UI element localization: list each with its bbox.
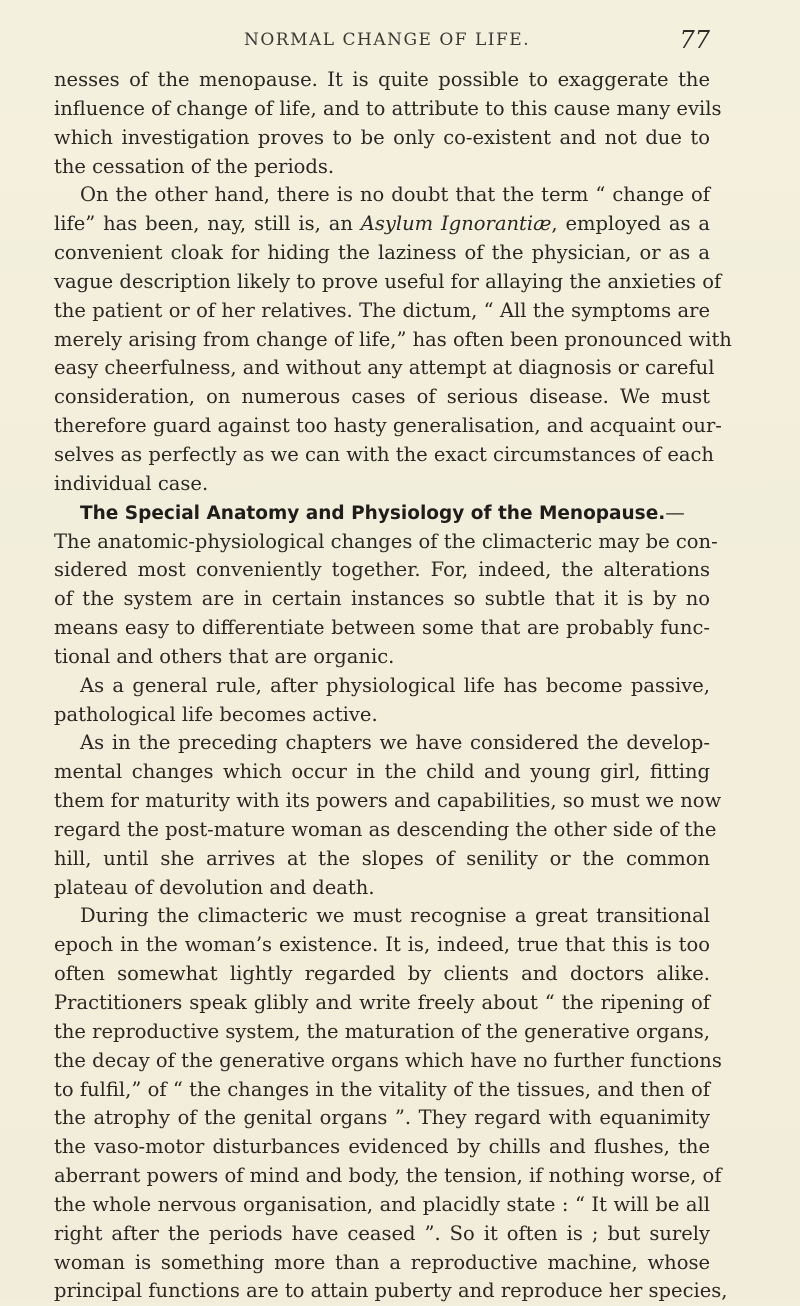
text-line: As in the preceding chapters we have considered the develop- bbox=[80, 731, 710, 755]
text-line: The anatomic-physiological changes of the climacteric may be con- bbox=[54, 529, 718, 553]
text-line: consideration, on numerous cases of serious disease. We must bbox=[54, 385, 710, 409]
text-line: woman is something more than a reproductive machine, whose bbox=[54, 1250, 710, 1274]
text-line: During the climacteric we must recognise a great transitional bbox=[80, 904, 710, 928]
text-line: the patient or of her relatives. The dictum, “ All the symptoms are bbox=[54, 298, 710, 322]
text-line: influence of change of life, and to attribute to this cause many evils bbox=[54, 96, 722, 120]
text-run: life” has been, nay, still is, an bbox=[54, 212, 361, 236]
text-line: therefore guard against too hasty generalisation, and acquaint our- bbox=[54, 414, 722, 438]
text-line: to fulfil,” of “ the changes in the vitality of the tissues, and then of bbox=[54, 1077, 710, 1101]
text-line: On the other hand, there is no doubt that the term “ change of bbox=[80, 183, 710, 207]
section-heading-line bbox=[54, 499, 710, 528]
text-line: plateau of devolution and death. bbox=[54, 875, 375, 899]
section-heading: The Special Anatomy and Physiology of the Menopause. bbox=[80, 502, 666, 524]
text-line: As a general rule, after physiological life has become passive, bbox=[80, 673, 710, 697]
page-number: 77 bbox=[679, 26, 710, 54]
text-line: them for maturity with its powers and capabilities, so must we now bbox=[54, 789, 722, 813]
running-title: NORMAL CHANGE OF LIFE. bbox=[244, 30, 531, 50]
text-run: , employed as a bbox=[551, 212, 711, 236]
text-line: merely arising from change of life,” has often been pronounced with bbox=[54, 327, 732, 351]
text-line: vague description likely to prove useful for allaying the anxieties of bbox=[54, 269, 722, 293]
text-line: the cessation of the periods. bbox=[54, 154, 335, 178]
text-line: aberrant powers of mind and body, the tension, if nothing worse, of bbox=[54, 1164, 722, 1188]
text-line: selves as perfectly as we can with the exact circumstances of each bbox=[54, 442, 714, 466]
text-line: regard the post-mature woman as descending the other side of the bbox=[54, 817, 717, 841]
text-line bbox=[54, 210, 710, 239]
text-line: the atrophy of the genital organs ”. They regard with equanimity bbox=[54, 1106, 710, 1130]
text-line: means easy to differentiate between some that are probably func- bbox=[54, 616, 710, 640]
text-line: often somewhat lightly regarded by clients and doctors alike. bbox=[54, 962, 710, 986]
latin-phrase: Asylum Ignorantiæ bbox=[360, 212, 552, 236]
text-line: which investigation proves to be only co-existent and not due to bbox=[54, 125, 710, 149]
text-line: the reproductive system, the maturation of the generative organs, bbox=[54, 1019, 710, 1043]
text-line: pathological life becomes active. bbox=[54, 702, 378, 726]
text-line: hill, until she arrives at the slopes of senility or the common bbox=[54, 846, 710, 870]
text-line: mental changes which occur in the child and young girl, fitting bbox=[54, 760, 710, 784]
text-line: right after the periods have ceased ”. So it often is ; but surely bbox=[54, 1221, 710, 1245]
text-line: of the system are in certain instances so subtle that it is by no bbox=[54, 587, 710, 611]
text-line: the vaso-motor disturbances evidenced by chills and flushes, the bbox=[54, 1135, 710, 1159]
body-text bbox=[54, 66, 732, 1306]
text-line: the whole nervous organisation, and placidly state : “ It will be all bbox=[54, 1192, 710, 1216]
text-line: epoch in the woman’s existence. It is, indeed, true that this is too bbox=[54, 933, 710, 957]
text-line: tional and others that are organic. bbox=[54, 644, 395, 668]
heading-dash: — bbox=[665, 500, 685, 524]
text-line: individual case. bbox=[54, 471, 209, 495]
text-line: principal functions are to attain puberty and reproduce her species, bbox=[54, 1279, 728, 1303]
running-header bbox=[54, 26, 710, 54]
text-line: Practitioners speak glibly and write freely about “ the ripening of bbox=[54, 991, 710, 1014]
text-line: convenient cloak for hiding the laziness of the physician, or as a bbox=[54, 241, 710, 265]
text-line: sidered most conveniently together. For, indeed, the alterations bbox=[54, 558, 710, 582]
text-line: the decay of the generative organs which have no further functions bbox=[54, 1048, 722, 1072]
text-line: easy cheerfulness, and without any attempt at diagnosis or careful bbox=[54, 356, 715, 380]
text-line: nesses of the menopause. It is quite possible to exaggerate the bbox=[54, 68, 710, 91]
